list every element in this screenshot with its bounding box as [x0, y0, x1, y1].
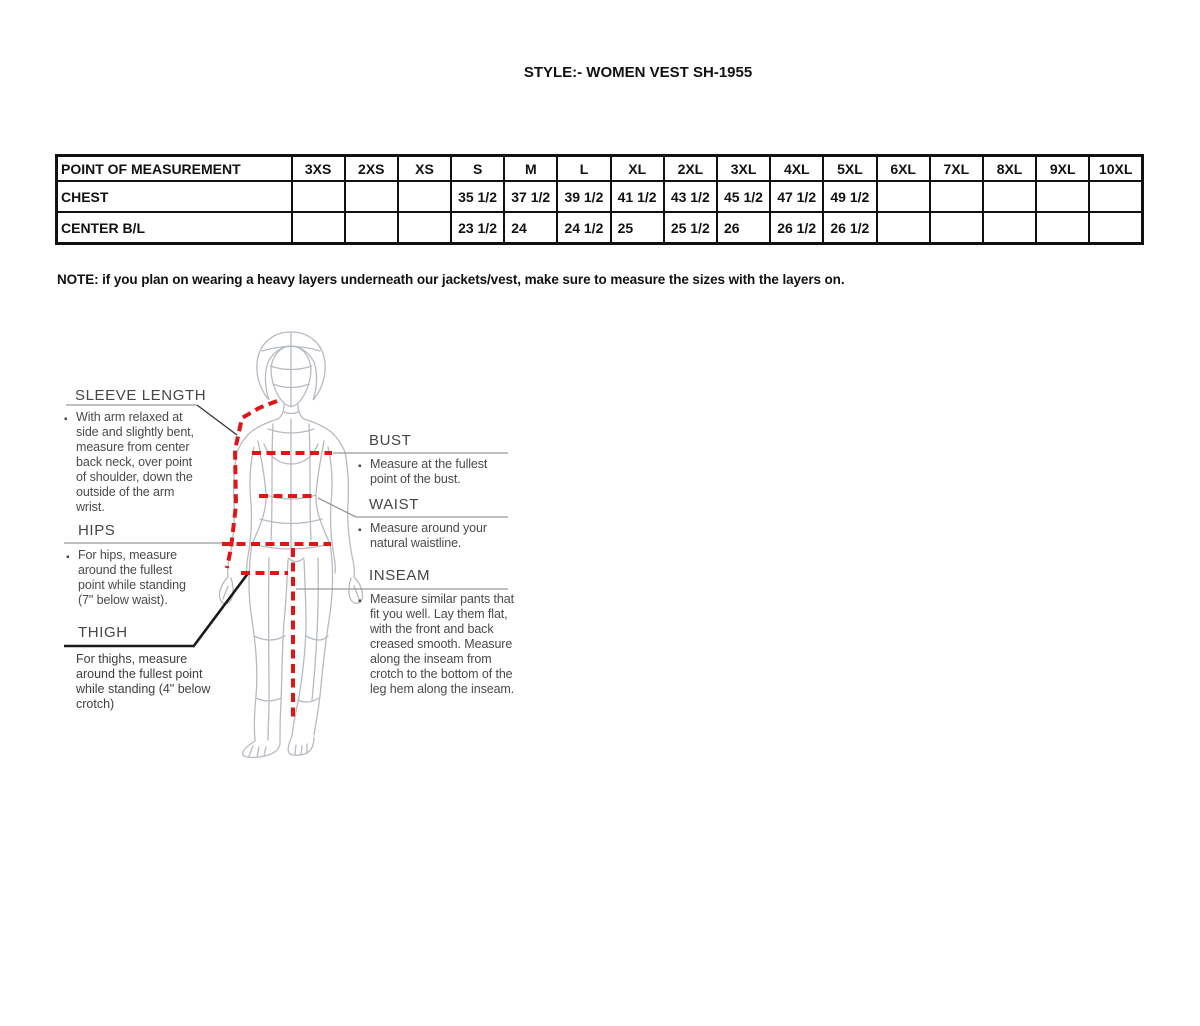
measurement-cell: 41 1/2: [611, 181, 664, 212]
column-header: 10XL: [1089, 156, 1142, 182]
column-header: 3XL: [717, 156, 770, 182]
row-label: CENTER B/L: [57, 212, 292, 244]
note-text: NOTE: if you plan on wearing a heavy layers underneath our jackets/vest, make sure to measure the sizes with the layers on.: [57, 272, 845, 287]
waist-description: ▪ Measure around your natural waistline.: [370, 521, 498, 551]
measurement-cell: 25 1/2: [664, 212, 717, 244]
measurement-cell: 39 1/2: [557, 181, 610, 212]
column-header: M: [504, 156, 557, 182]
measurement-cell: 24 1/2: [557, 212, 610, 244]
bust-heading: BUST: [369, 432, 412, 449]
column-header: 6XL: [877, 156, 930, 182]
column-header: 9XL: [1036, 156, 1089, 182]
waist-heading: WAIST: [369, 496, 419, 513]
measurement-cell: 47 1/2: [770, 181, 823, 212]
column-header: 2XS: [345, 156, 398, 182]
column-header: L: [557, 156, 610, 182]
measurement-cell: 35 1/2: [451, 181, 504, 212]
inseam-heading: INSEAM: [369, 567, 431, 584]
hips-description: ▪ For hips, measure around the fullest point while standing (7" below waist).: [78, 548, 200, 608]
measurement-cell: 24: [504, 212, 557, 244]
column-header: XS: [398, 156, 451, 182]
measurement-cell: 43 1/2: [664, 181, 717, 212]
row-label: CHEST: [57, 181, 292, 212]
column-header: XL: [611, 156, 664, 182]
column-header: 4XL: [770, 156, 823, 182]
measurement-cell: 37 1/2: [504, 181, 557, 212]
column-header: 2XL: [664, 156, 717, 182]
column-header: 8XL: [983, 156, 1036, 182]
column-header: POINT OF MEASUREMENT: [57, 156, 292, 182]
page-title: STYLE:- WOMEN VEST SH-1955: [523, 64, 753, 81]
column-header: 7XL: [930, 156, 983, 182]
inseam-description: ▪ Measure similar pants that fit you well. Lay them flat, with the front and back creased smooth. Measure along the inseam from crotch to the bottom of the leg hem along the inseam.: [370, 592, 515, 697]
hips-heading: HIPS: [78, 522, 116, 539]
measurement-cell: 45 1/2: [717, 181, 770, 212]
sleeve-length-description: ▪ With arm relaxed at side and slightly bent, measure from center back neck, over point of shoulder, down the outside of the arm wrist.: [76, 410, 204, 515]
measurement-cell: 26 1/2: [770, 212, 823, 244]
column-header: 3XS: [292, 156, 345, 182]
thigh-leader-line: [193, 572, 249, 647]
waist-leader-line: [318, 498, 356, 517]
sleeve-length-heading: SLEEVE LENGTH: [75, 387, 207, 404]
bust-description: ▪ Measure at the fullest point of the bust.: [370, 457, 498, 487]
measurement-cell: 26: [717, 212, 770, 244]
measurement-cell: 23 1/2: [451, 212, 504, 244]
column-header: 5XL: [823, 156, 876, 182]
thigh-heading: THIGH: [78, 624, 128, 641]
thigh-description: For thighs, measure around the fullest point while standing (4" below crotch): [76, 652, 211, 711]
column-header: S: [451, 156, 504, 182]
measurement-cell: 49 1/2: [823, 181, 876, 212]
measurement-cell: 26 1/2: [823, 212, 876, 244]
measurement-cell: 25: [611, 212, 664, 244]
